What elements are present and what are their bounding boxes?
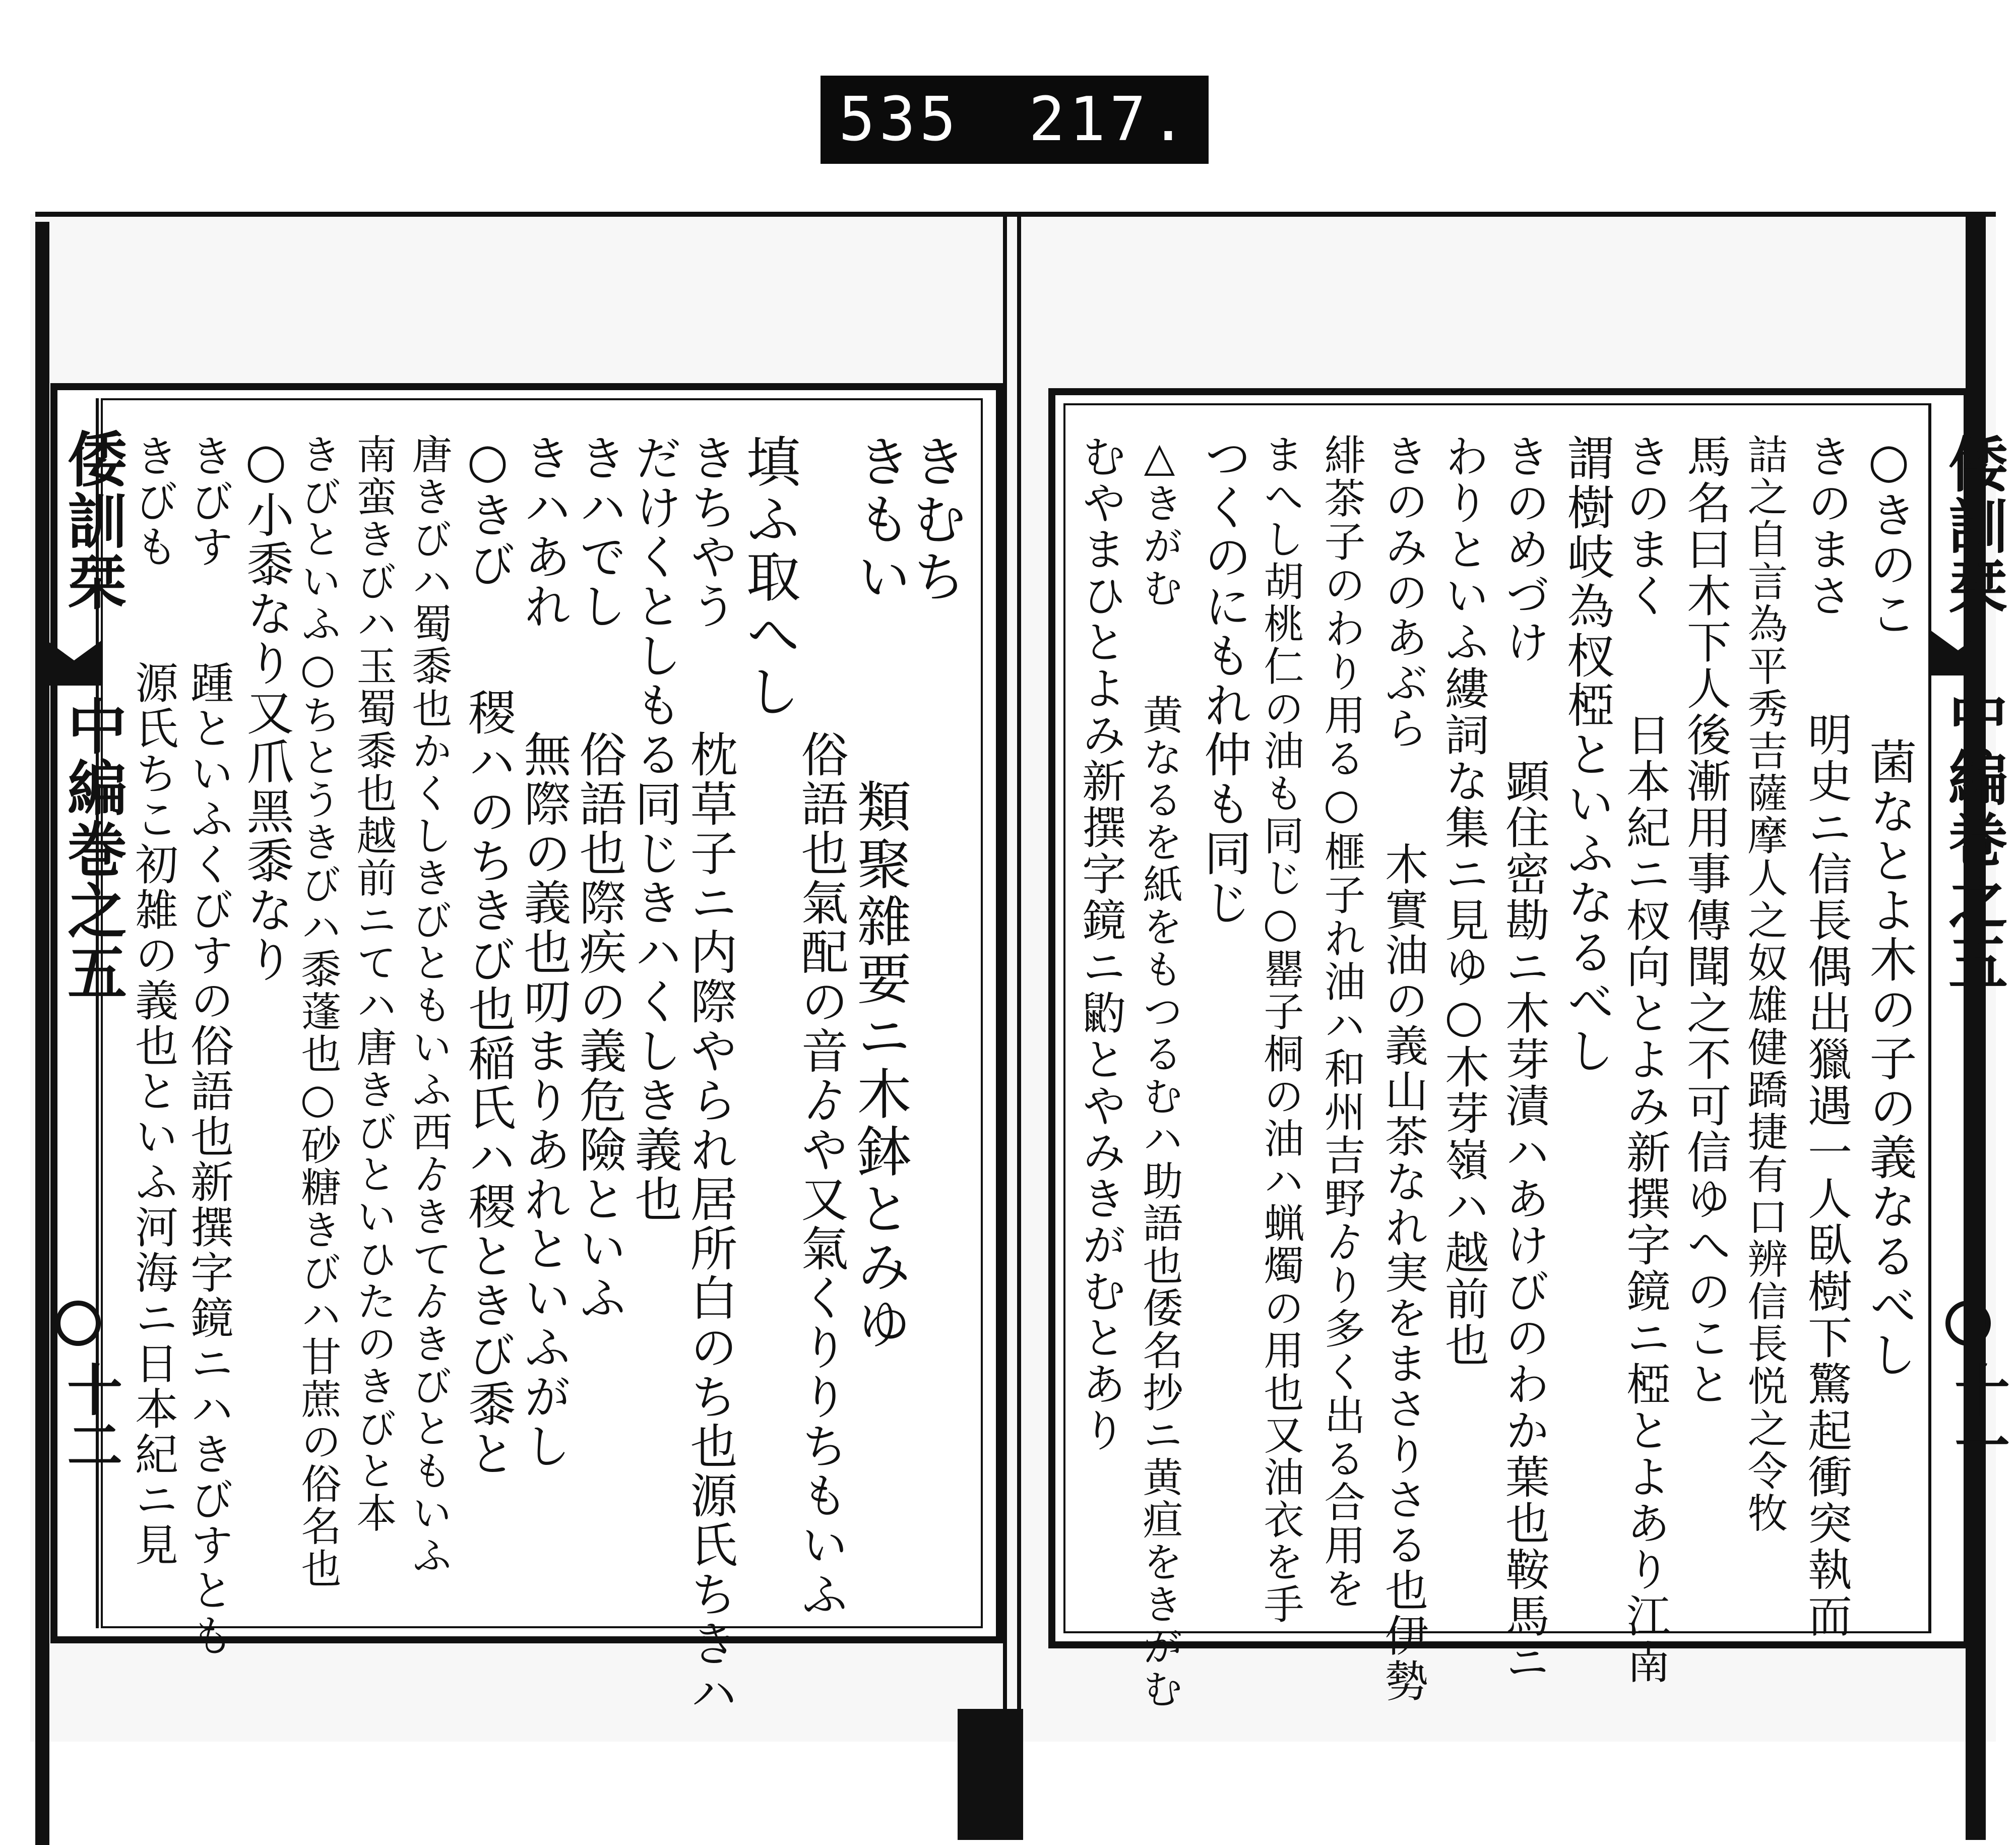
right-col-10: まへし胡桃仁の油も同じ○罌子桐の油ハ蝋燭の用也又油衣を手: [1257, 434, 1304, 1626]
right-col-7: わりといふ縷詞な集ニ見ゆ○木芽嶺ハ越前也: [1438, 434, 1490, 1369]
left-col-9: 唐きびハ蜀黍也かくしきびともいふ西ゟきてゟきびともいふ: [405, 434, 452, 1577]
left-col-0: きむち: [903, 434, 966, 606]
left-folio-circle: [55, 1301, 101, 1346]
right-margin-volume: 中編巻之五: [1938, 686, 2008, 993]
right-col-3: 馬名曰木下人後漸用事傳聞之不可信ゆへのこと: [1680, 434, 1732, 1407]
left-book-spine: [35, 222, 49, 1845]
left-col-14: きびも 源氏ちこ初雑の義也といふ河海ニ日本紀ニ見: [128, 434, 178, 1568]
left-col-5: だけくとしもる同じきハくしき義也: [626, 434, 681, 1224]
right-col-1: きのまさ 明史ニ信長偶出獵遇一人臥樹下驚起衝突執而: [1801, 434, 1853, 1639]
left-col-8: ○きび 稷ハのちきび也稲氏ハ稷ときび黍と: [460, 434, 515, 1479]
left-col-12: ○小黍なり又爪黑黍なり: [238, 434, 293, 985]
right-fishtail-mark: [1930, 630, 1986, 675]
left-fishtail-mark: [46, 640, 102, 686]
archive-label: [821, 76, 1209, 164]
right-col-13: むやまひとよみ新撰字鏡ニ䶂とやみきがむとあり: [1075, 434, 1127, 1454]
left-page-text: [121, 434, 978, 1718]
left-col-11: きびといふ○ちとうきびハ黍蓬也○砂糖きびハ甘蔗の俗名也: [294, 434, 341, 1590]
right-col-4: きのまく 日本紀ニ杈向とよみ新撰字鏡ニ椏とよあり江南: [1619, 434, 1671, 1686]
left-col-13: きびす 踵といふくびすの俗語也新撰字鏡ニハきびすとも: [183, 434, 233, 1658]
left-col-4: きちやう 枕草子ニ内際やられ居所白のち也源氏ちきハ: [682, 434, 737, 1718]
center-gutter-right: [1017, 212, 1021, 1840]
right-col-5: 謂樹岐為杈椏といふなるべし: [1559, 434, 1614, 1076]
bottom-block-left: [958, 1709, 1023, 1840]
left-col-1: きもい 類聚雜要ニ木鉢とみゆ: [848, 434, 911, 1353]
left-col-6: きハでし 俗語也際疾の義危險といふ: [571, 434, 626, 1323]
right-col-11: つくのにもれ仲も同じ: [1196, 434, 1251, 928]
left-margin-title: 倭訓栞: [57, 428, 128, 613]
right-folio: 十一: [1945, 1361, 2010, 1472]
right-margin-title: 倭訓栞: [1938, 434, 2008, 618]
right-col-8: きのみのあぶら 木實油の義山茶なれ実をまさりさる也伊勢: [1377, 434, 1428, 1704]
left-col-7: きハあれ 無際の義也叨まりあれといふがし: [516, 434, 571, 1471]
right-col-6: きのめづけ 顕住密勘ニ木芽漬ハあけびのわか葉也鞍馬ニ: [1498, 434, 1550, 1686]
left-margin-volume: 中編巻之五: [57, 696, 128, 1003]
right-col-9: 緋茶子のわり用る○榧子れ油ハ和州吉野ゟり多く出る合用を: [1317, 434, 1365, 1611]
left-col-3: 填ふ取へし: [737, 434, 800, 721]
right-col-12: △きがむ 黄なるを紙をもつるむハ助語也倭名抄ニ黄疸をきがむ: [1136, 434, 1183, 1710]
right-col-2: 詰之自言為平秀吉薩摩人之奴雄健蹻捷有口辨信長悦之令牧: [1741, 434, 1788, 1534]
right-col-0: ○きのこ 菌なとよ木の子の義なるべし: [1861, 434, 1916, 1380]
left-col-2: 俗語也氣配の音ゟや又氣くりりちもいふ: [793, 434, 848, 1619]
right-page-text: [1075, 434, 1925, 1710]
archive-label-right: 217.: [1029, 85, 1190, 155]
right-folio-circle: [1945, 1301, 1991, 1346]
archive-label-left: 535: [839, 85, 960, 155]
left-folio: 十二: [58, 1361, 123, 1472]
top-book-edge: [35, 212, 1996, 217]
center-gutter-left: [1003, 212, 1007, 1840]
left-col-10: 南蛮きびハ玉蜀黍也越前ニてハ唐きびといひたのきびと本: [350, 434, 397, 1534]
